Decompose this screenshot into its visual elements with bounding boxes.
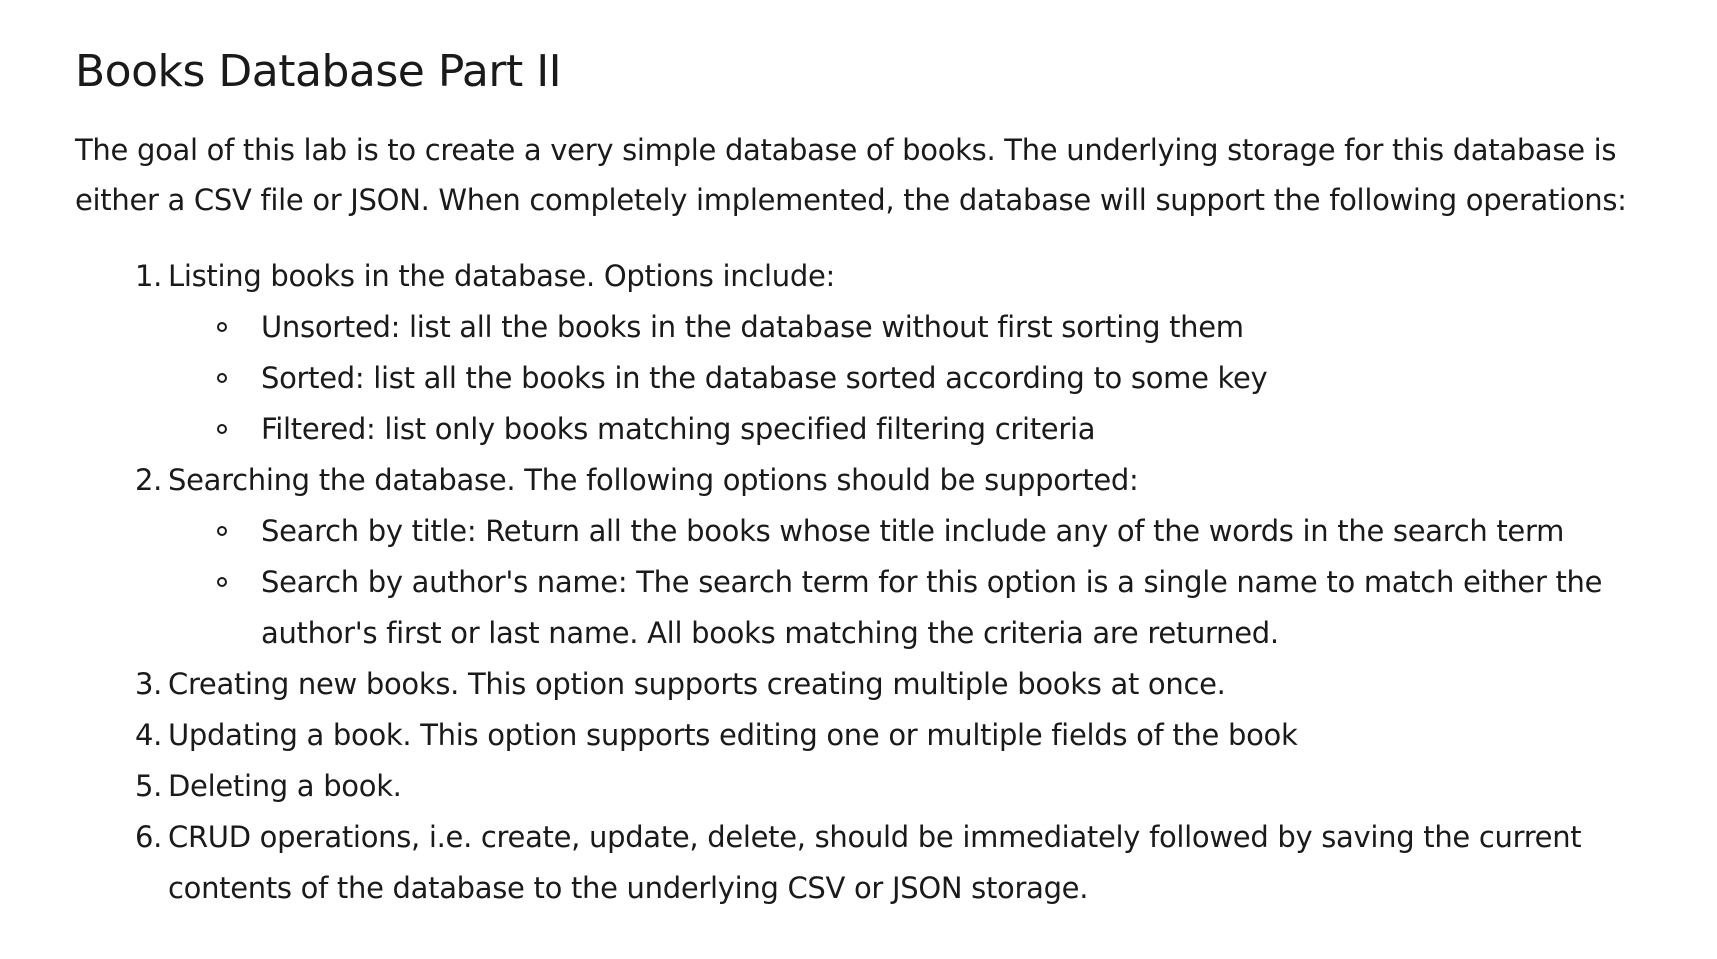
- list-item-text: Creating new books. This option supports creating multiple books at once.: [168, 666, 1226, 701]
- sub-list: [168, 506, 1603, 659]
- circle-bullet-icon: [217, 373, 227, 383]
- sub-list-item-text: Unsorted: list all the books in the database without first sorting them: [261, 309, 1244, 344]
- circle-bullet-icon: [217, 526, 227, 536]
- sub-list-item: [168, 404, 1628, 455]
- list-item-text: Deleting a book.: [168, 768, 402, 803]
- page-title: Books Database Part II: [75, 46, 562, 97]
- circle-bullet-icon: [217, 322, 227, 332]
- list-number: 6.: [135, 819, 163, 854]
- list-item-listing: [75, 251, 1600, 455]
- sub-list-item-text: Filtered: list only books matching specified filtering criteria: [261, 411, 1096, 446]
- list-number: 1.: [135, 258, 163, 293]
- sub-list-item-text: Sorted: list all the books in the database sorted according to some key: [261, 360, 1268, 395]
- list-item-crud: [75, 812, 1688, 914]
- list-item-text: CRUD operations, i.e. create, update, delete, should be immediately followed by saving the current contents of the database to the underlying CSV or JSON storage.: [168, 819, 1582, 905]
- list-item-text: Listing books in the database. Options include:: [168, 258, 835, 293]
- circle-bullet-icon: [217, 424, 227, 434]
- list-number: 2.: [135, 462, 163, 497]
- circle-bullet-icon: [217, 577, 227, 587]
- operations-list: [75, 251, 1603, 914]
- sub-list-item-text: Search by author's name: The search term for this option is a single name to match either the author's first or last name. All books matching the criteria are returned.: [261, 564, 1603, 650]
- sub-list-item-text: Search by title: Return all the books whose title include any of the words in the search term: [261, 513, 1565, 548]
- list-number: 5.: [135, 768, 163, 803]
- sub-list-item: [168, 557, 1628, 659]
- list-item-text: Searching the database. The following options should be supported:: [168, 462, 1139, 497]
- list-item-text: Updating a book. This option supports editing one or multiple fields of the book: [168, 717, 1298, 752]
- sub-list: [168, 302, 1600, 455]
- sub-list-item: [168, 506, 1628, 557]
- intro-paragraph: The goal of this lab is to create a very simple database of books. The underlying storage for this database is either a CSV file or JSON. When completely implemented, the database will support the following operations:: [75, 132, 1627, 217]
- list-item-deleting: [75, 761, 1600, 812]
- list-item-creating: [75, 659, 1600, 710]
- sub-list-item: [168, 353, 1628, 404]
- sub-list-item: [168, 302, 1628, 353]
- list-item-updating: [75, 710, 1600, 761]
- list-number: 3.: [135, 666, 163, 701]
- list-item-searching: [75, 455, 1603, 659]
- list-number: 4.: [135, 717, 163, 752]
